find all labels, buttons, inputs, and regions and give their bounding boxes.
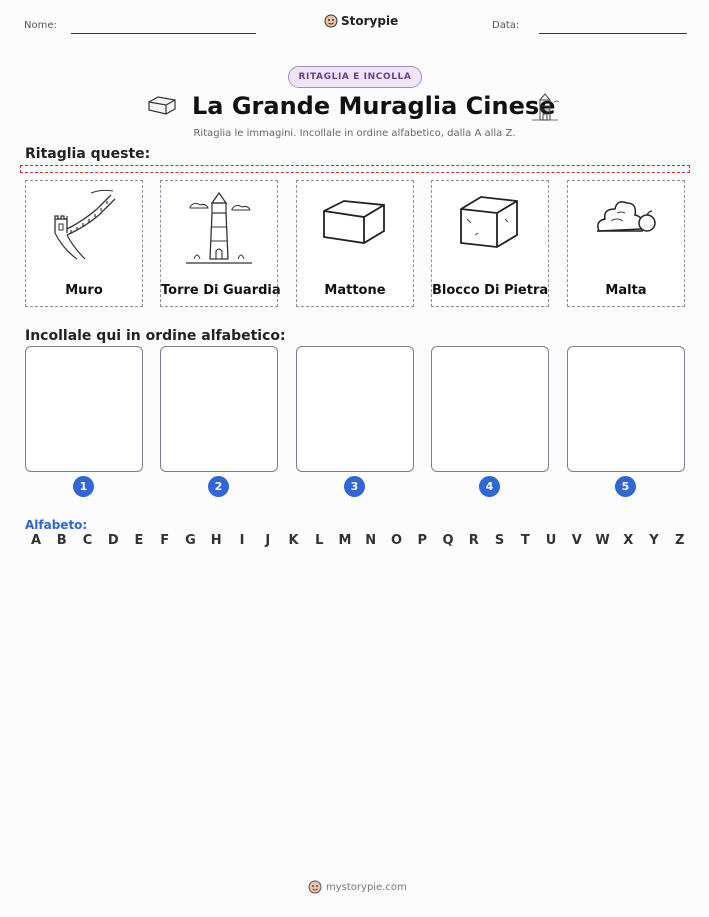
cut-card-malta[interactable] — [567, 180, 685, 307]
name-label: Nome: — [24, 20, 57, 31]
alphabet-letter: Q — [442, 533, 454, 548]
number-badge-2: 2 — [208, 476, 229, 497]
alphabet-row — [28, 533, 688, 548]
paste-box-3[interactable] — [296, 346, 414, 472]
alphabet-letter: E — [134, 533, 144, 548]
card-label: Mattone — [324, 283, 386, 298]
brand-name: Storypie — [341, 14, 399, 28]
brick-icon — [146, 94, 178, 116]
alphabet-letter: Z — [675, 533, 685, 548]
alphabet-letter: H — [210, 533, 222, 548]
alphabet-letter: R — [468, 533, 479, 548]
paste-box-5[interactable] — [567, 346, 685, 472]
alphabet-letter: K — [288, 533, 299, 548]
cut-card-torre-di-guardia[interactable] — [160, 180, 281, 307]
alphabet-letter: U — [545, 533, 557, 548]
paste-section-title: Incollale qui in ordine alfabetico: — [25, 328, 286, 344]
alphabet-letter: N — [365, 533, 377, 548]
alphabet-letter: O — [390, 533, 403, 548]
alphabet-letter: G — [185, 533, 196, 548]
date-field-line[interactable] — [539, 33, 687, 34]
paste-box-4[interactable] — [431, 346, 549, 472]
mortar-icon — [589, 191, 663, 247]
storypie-mascot-icon — [308, 880, 322, 894]
paste-box-1[interactable] — [25, 346, 143, 472]
cut-card-mattone[interactable] — [296, 180, 414, 307]
alphabet-letter: L — [315, 533, 324, 548]
cut-card-muro[interactable] — [25, 180, 143, 307]
alphabet-letter: M — [338, 533, 352, 548]
card-label: Torre Di Guardia — [161, 283, 281, 298]
card-label: Blocco Di Pietra — [432, 283, 549, 298]
number-badge-4: 4 — [479, 476, 500, 497]
alphabet-letter: F — [160, 533, 170, 548]
number-badge-3: 3 — [344, 476, 365, 497]
card-label: Malta — [605, 283, 647, 298]
title-row — [0, 90, 709, 126]
stone-block-icon — [453, 189, 527, 253]
alphabet-letter: D — [107, 533, 119, 548]
name-field-line[interactable] — [71, 33, 256, 34]
footer — [308, 880, 407, 894]
footer-url[interactable]: mystorypie.com — [326, 881, 407, 893]
header — [0, 14, 709, 44]
activity-badge: RITAGLIA E INCOLLA — [288, 66, 422, 88]
cut-section-title: Ritaglia queste: — [25, 146, 151, 162]
card-label: Muro — [65, 283, 103, 298]
paste-box-2[interactable] — [160, 346, 278, 472]
alphabet-letter: T — [520, 533, 530, 548]
alphabet-letter: J — [265, 533, 271, 548]
brick-icon — [318, 191, 392, 251]
alphabet-letter: V — [571, 533, 582, 548]
alphabet-letter: I — [239, 533, 245, 548]
number-badge-1: 1 — [73, 476, 94, 497]
number-badge-5: 5 — [615, 476, 636, 497]
page-title: La Grande Muraglia Cinese — [192, 92, 556, 120]
cut-line — [20, 165, 690, 173]
alphabet-letter: C — [82, 533, 93, 548]
brand-logo — [324, 14, 398, 28]
cut-card-blocco-di-pietra[interactable] — [431, 180, 549, 307]
storypie-mascot-icon — [324, 14, 338, 28]
alphabet-title: Alfabeto: — [25, 518, 88, 532]
great-wall-icon — [47, 189, 121, 265]
date-label: Data: — [492, 20, 520, 31]
watchtower-icon — [182, 189, 256, 271]
alphabet-letter: Y — [649, 533, 659, 548]
instructions: Ritaglia le immagini. Incollale in ordine alfabetico, dalla A alla Z. — [193, 128, 516, 139]
alphabet-letter: P — [417, 533, 428, 548]
alphabet-letter: A — [30, 533, 42, 548]
alphabet-letter: X — [623, 533, 634, 548]
alphabet-letter: B — [56, 533, 67, 548]
alphabet-letter: W — [595, 533, 610, 548]
alphabet-letter: S — [494, 533, 505, 548]
watchtower-icon — [528, 90, 562, 124]
